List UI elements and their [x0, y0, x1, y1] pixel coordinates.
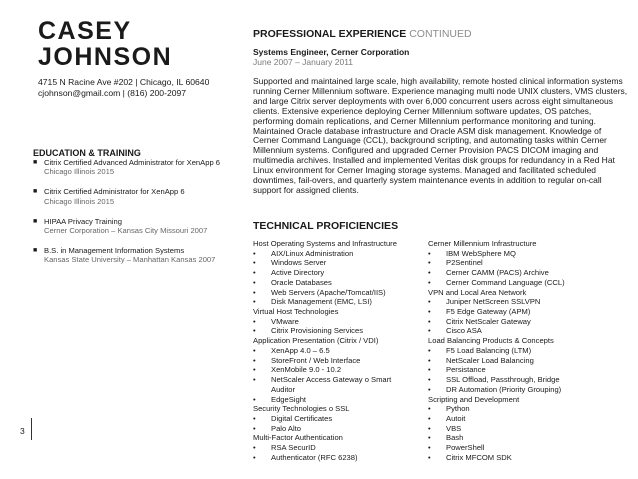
- bullet-icon: •: [253, 443, 256, 453]
- bullet-icon: •: [253, 248, 256, 258]
- tech-category: Host Operating Systems and Infrastructure: [253, 239, 397, 248]
- bullet-icon: •: [428, 413, 431, 423]
- education-detail: Kansas State University – Manhattan Kansas 2007: [44, 255, 216, 265]
- tech-item-text: Persistance: [446, 365, 486, 375]
- tech-item: [428, 297, 628, 307]
- bullet-icon: •: [428, 452, 431, 462]
- contact-info: [38, 77, 209, 99]
- job-description: Supported and maintained large scale, high availability, remote hosted clinical information systems running Cerner Millennium software. Experience managing multi node UNIX clusters, VMS clusters, and large Citrix server deployments with over 6,000 concurrent users across eight simultaneous clients. Extensive experience deploying Cerner Millennium software updates, OS patches, performing domain replications, and Cerner Millennium performance monitoring and tuning. Maintained Oracle database infrastructure and Oracle ASM disk management. Knowledge of Cerner Command Language (CCL), background scripting, and automating tasks within Cerner Millennium systems. Configured and upgraded Cerner Provision PACS DICOM imaging and multimedia archives. Installed and implemented Veritas disk groups for redundancy in a Red Hat Linux environment for Cerner Imaging storage systems. Managed and facilitated scheduled downtimes, fail-overs, and quarterly system maintenance events in addition to regular on-call support for assigned clients.: [253, 76, 628, 195]
- education-heading: EDUCATION & TRAINING: [33, 148, 141, 158]
- bullet-icon: •: [428, 326, 431, 336]
- tech-item: [253, 395, 423, 405]
- bullet-icon: •: [428, 423, 431, 433]
- experience-heading-text: PROFESSIONAL EXPERIENCE: [253, 28, 407, 40]
- tech-item: [428, 424, 628, 434]
- tech-item-text: Active Directory: [271, 268, 325, 278]
- tech-item-text: F5 Edge Gateway (APM): [446, 307, 531, 317]
- tech-item-text: Autoit: [446, 413, 466, 423]
- experience-heading: [253, 28, 472, 40]
- tech-item-text: VMware: [271, 316, 299, 326]
- bullet-icon: ■: [33, 217, 38, 225]
- tech-category: Load Balancing Products & Concepts: [428, 336, 554, 346]
- tech-item-text: Web Servers (Apache/Tomcat/IIS): [271, 287, 386, 297]
- education-item: [33, 246, 248, 265]
- tech-item: [428, 404, 628, 414]
- tech-item-text: EdgeSight: [271, 394, 307, 404]
- technical-column-right: [428, 239, 628, 463]
- tech-item: [428, 365, 628, 375]
- bullet-icon: •: [428, 433, 431, 443]
- tech-item: [428, 414, 628, 424]
- tech-item: [253, 297, 423, 307]
- tech-item-text: Citrix Provisioning Services: [271, 326, 363, 336]
- bullet-icon: •: [253, 316, 256, 326]
- tech-item-text: Palo Alto: [271, 423, 301, 433]
- tech-item-text: Citrix MFCOM SDK: [446, 452, 512, 462]
- tech-item-text: Oracle Databases: [271, 277, 332, 287]
- education-item: [33, 158, 248, 177]
- bullet-icon: •: [253, 355, 256, 365]
- education-detail: Cerner Corporation – Kansas City Missouri 2007: [44, 226, 208, 236]
- tech-item-text: Python: [446, 404, 470, 414]
- tech-item: [428, 307, 628, 317]
- tech-item: [428, 249, 628, 259]
- education-item: [33, 187, 248, 206]
- bullet-icon: •: [428, 365, 431, 375]
- technical-column-left: [253, 239, 423, 463]
- bullet-icon: •: [253, 413, 256, 423]
- tech-item: [253, 424, 423, 434]
- tech-item-text: VBS: [446, 423, 462, 433]
- education-title: Citrix Certified Administrator for XenApp 6: [44, 187, 185, 197]
- bullet-icon: •: [253, 365, 256, 375]
- bullet-icon: •: [253, 423, 256, 433]
- tech-item: [253, 356, 423, 366]
- bullet-icon: •: [253, 375, 256, 385]
- tech-item: [253, 268, 423, 278]
- bullet-icon: •: [428, 277, 431, 287]
- bullet-icon: •: [428, 258, 431, 268]
- bullet-icon: ■: [33, 159, 38, 166]
- job-title: Systems Engineer, Cerner Corporation: [253, 47, 410, 57]
- tech-item-text: AIX/Linux Administration: [271, 248, 354, 258]
- tech-item-text: IBM WebSphere MQ: [446, 248, 516, 258]
- tech-item: [428, 317, 628, 327]
- bullet-icon: •: [428, 345, 431, 355]
- tech-item-text: RSA SecurID: [271, 443, 316, 453]
- tech-item-text: NetScaler Load Balancing: [446, 355, 534, 365]
- tech-item: [253, 288, 423, 298]
- tech-item: [253, 258, 423, 268]
- tech-category: Security Technologies o SSL: [253, 404, 350, 414]
- education-title: Citrix Certified Advanced Administrator for XenApp 6: [44, 158, 221, 167]
- tech-category: Application Presentation (Citrix / VDI): [253, 336, 379, 346]
- bullet-icon: •: [428, 248, 431, 258]
- education-detail: Chicago Illinois 2015: [44, 167, 115, 177]
- tech-item-text: Windows Server: [271, 258, 327, 268]
- bullet-icon: •: [253, 452, 256, 462]
- tech-category: Scripting and Development: [428, 394, 520, 404]
- bullet-icon: •: [253, 258, 256, 268]
- bullet-icon: •: [253, 345, 256, 355]
- tech-item-text: Digital Certificates: [271, 413, 333, 423]
- bullet-icon: •: [253, 287, 256, 297]
- contact-address: 4715 N Racine Ave #202 | Chicago, IL 60640: [38, 77, 210, 87]
- page-number: 3: [20, 426, 25, 436]
- bullet-icon: •: [253, 268, 256, 278]
- tech-item-text: Authenticator (RFC 6238): [271, 452, 358, 462]
- tech-item: [253, 249, 423, 259]
- tech-item-text: Citrix NetScaler Gateway: [446, 316, 531, 326]
- education-item: [33, 217, 248, 236]
- tech-item-text: Cisco ASA: [446, 326, 482, 336]
- tech-item-text: SSL Offload, Passthrough, Bridge: [446, 375, 560, 385]
- tech-item: [428, 268, 628, 278]
- tech-item-text: Auditor: [271, 384, 296, 394]
- page-number-divider: [31, 418, 32, 440]
- tech-item-text: DR Automation (Priority Grouping): [446, 384, 562, 394]
- bullet-icon: •: [428, 307, 431, 317]
- bullet-icon: •: [428, 355, 431, 365]
- tech-item-text: NetScaler Access Gateway o Smart: [271, 375, 392, 385]
- tech-item: [428, 356, 628, 366]
- tech-item: [428, 453, 628, 463]
- bullet-icon: •: [428, 404, 431, 414]
- tech-item-text: Disk Management (EMC, LSI): [271, 297, 372, 307]
- technical-heading: TECHNICAL PROFICIENCIES: [253, 220, 399, 232]
- bullet-icon: •: [253, 297, 256, 307]
- tech-item: [428, 375, 628, 385]
- tech-item: [428, 433, 628, 443]
- education-detail: Chicago Illinois 2015: [44, 196, 115, 206]
- bullet-icon: ■: [33, 246, 38, 254]
- tech-item-text: StoreFront / Web Interface: [271, 355, 361, 365]
- tech-item: [253, 317, 423, 327]
- education-title: B.S. in Management Information Systems: [44, 245, 185, 255]
- tech-item-text: F5 Load Balancing (LTM): [446, 345, 532, 355]
- tech-item: [428, 443, 628, 453]
- bullet-icon: •: [428, 297, 431, 307]
- tech-category: Multi-Factor Authentication: [253, 433, 343, 443]
- tech-item: [253, 443, 423, 453]
- tech-item-text: Bash: [446, 433, 464, 443]
- bullet-icon: •: [428, 375, 431, 385]
- first-name: CASEY: [38, 17, 132, 45]
- tech-item: [253, 375, 423, 385]
- candidate-name: [38, 18, 172, 70]
- bullet-icon: •: [253, 326, 256, 336]
- contact-email-phone: cjohnson@gmail.com | (816) 200-2097: [38, 88, 187, 98]
- tech-item: [253, 365, 423, 375]
- job-dates: June 2007 – January 2011: [253, 57, 354, 67]
- bullet-icon: ■: [33, 188, 38, 196]
- tech-category: Cerner Millennium Infrastructure: [428, 239, 537, 248]
- last-name: JOHNSON: [38, 43, 173, 71]
- tech-item: [428, 385, 628, 395]
- tech-item: [253, 414, 423, 424]
- tech-item-text: P2Sentinel: [446, 258, 483, 268]
- tech-item: [428, 258, 628, 268]
- tech-item-continued: [253, 385, 423, 395]
- tech-item: [428, 346, 628, 356]
- tech-item-text: XenMobile 9.0 - 10.2: [271, 365, 342, 375]
- tech-item: [253, 346, 423, 356]
- bullet-icon: •: [428, 384, 431, 394]
- tech-category: Virtual Host Technologies: [253, 307, 339, 317]
- bullet-icon: •: [253, 277, 256, 287]
- tech-item: [428, 326, 628, 336]
- bullet-icon: •: [428, 316, 431, 326]
- education-title: HIPAA Privacy Training: [44, 216, 122, 226]
- tech-item: [428, 278, 628, 288]
- tech-item: [253, 278, 423, 288]
- tech-category: VPN and Local Area Network: [428, 287, 527, 297]
- tech-item: [253, 453, 423, 463]
- bullet-icon: •: [253, 394, 256, 404]
- tech-item-text: Cerner CAMM (PACS) Archive: [446, 268, 549, 278]
- tech-item-text: Juniper NetScreen SSLVPN: [446, 297, 541, 307]
- bullet-icon: •: [428, 443, 431, 453]
- bullet-icon: •: [428, 268, 431, 278]
- experience-heading-continued: CONTINUED: [409, 28, 472, 40]
- tech-item-text: XenApp 4.0 – 6.5: [271, 345, 330, 355]
- tech-item-text: PowerShell: [446, 443, 485, 453]
- education-list: [33, 158, 248, 275]
- tech-item: [253, 326, 423, 336]
- tech-item-text: Cerner Command Language (CCL): [446, 277, 565, 287]
